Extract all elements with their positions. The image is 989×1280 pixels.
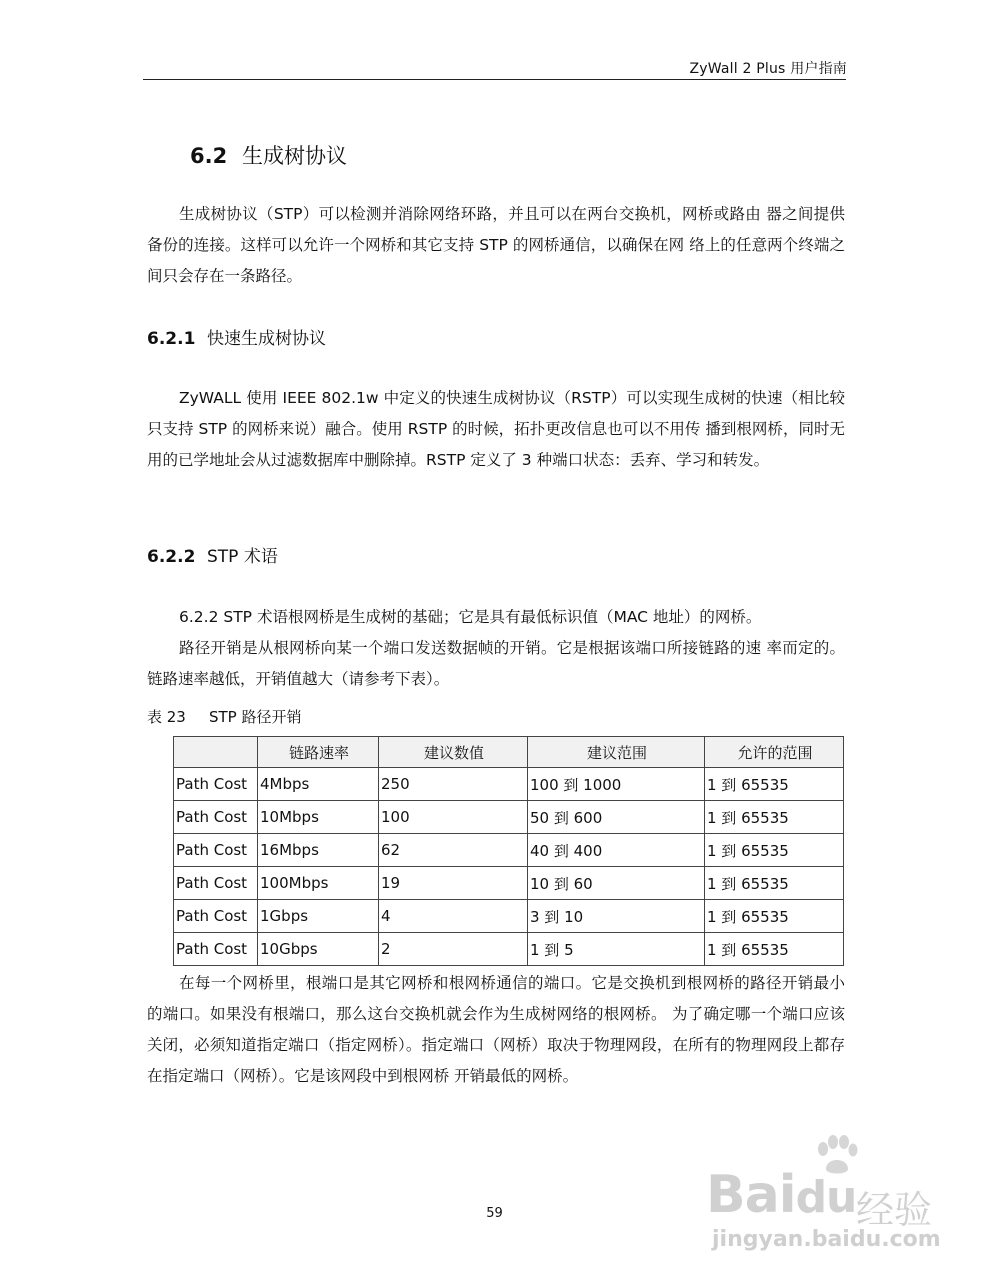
subsection-number: 6.2.2 <box>147 547 196 567</box>
watermark-chinese: 经验 <box>856 1188 933 1232</box>
table-row <box>174 834 844 867</box>
path-cost-paragraph: 路径开销是从根网桥向某一个端口发送数据帧的开销。它是根据该端口所接链路的速 率而定的。链路速率越低，开销值越大（请参考下表）。 <box>147 639 845 688</box>
section-number: 6.2 <box>190 144 228 168</box>
subsection-heading-6-2-1 <box>147 324 326 349</box>
table-cell: 4 <box>379 900 528 933</box>
table-cell: 1 到 65535 <box>705 867 844 900</box>
table-cell: 10 到 60 <box>528 867 705 900</box>
table-cell: 1Gbps <box>258 900 379 933</box>
table-caption-title: STP 路径开销 <box>209 708 302 726</box>
subsection-title: 快速生成树协议 <box>207 329 326 349</box>
subsection-number: 6.2.1 <box>147 329 196 349</box>
table-cell: 1 到 65535 <box>705 933 844 966</box>
table-cell: 16Mbps <box>258 834 379 867</box>
table-row <box>174 933 844 966</box>
table-cell: Path Cost <box>174 933 258 966</box>
table-header-row <box>174 737 844 768</box>
subsection-title: STP 术语 <box>207 547 278 567</box>
table-caption <box>147 706 302 727</box>
page-number: 59 <box>486 1206 503 1221</box>
rstp-paragraph: ZyWALL 使用 IEEE 802.1w 中定义的快速生成树协议（RSTP）可以实现生成树的快速（相比较只支持 STP 的网桥来说）融合。使用 RSTP 的时候，拓扑更改信息也可以不用传 播到根网桥，同时无用的已学地址会从过滤数据库中删除掉。RSTP 定义了 3 种端口状态：丢弃、学习和转发。 <box>147 389 845 469</box>
table-cell: 1 到 5 <box>528 933 705 966</box>
table-cell: 1 到 65535 <box>705 768 844 801</box>
header-cell: 建议范围 <box>528 737 705 768</box>
root-bridge-paragraph: 6.2.2 STP 术语根网桥是生成树的基础；它是具有最低标识值（MAC 地址）的网桥。 <box>179 608 762 626</box>
watermark-url: jingyan.baidu.com <box>712 1227 941 1252</box>
table-cell: 50 到 600 <box>528 801 705 834</box>
table-cell: 100Mbps <box>258 867 379 900</box>
table-cell: 100 <box>379 801 528 834</box>
table-cell: Path Cost <box>174 867 258 900</box>
table-row <box>174 900 844 933</box>
table-cell: 10Gbps <box>258 933 379 966</box>
table-row <box>174 801 844 834</box>
header-divider <box>143 79 846 80</box>
table-cell: 62 <box>379 834 528 867</box>
running-header: ZyWall 2 Plus 用户指南 <box>689 61 847 77</box>
section-heading <box>190 140 347 170</box>
header-cell: 链路速率 <box>258 737 379 768</box>
table-cell: Path Cost <box>174 834 258 867</box>
table-cell: 2 <box>379 933 528 966</box>
table-cell: 100 到 1000 <box>528 768 705 801</box>
table-cell: 10Mbps <box>258 801 379 834</box>
stp-path-cost-table <box>173 736 844 966</box>
table-cell: 1 到 65535 <box>705 900 844 933</box>
table-cell: 40 到 400 <box>528 834 705 867</box>
table-cell: 250 <box>379 768 528 801</box>
header-cell: 建议数值 <box>379 737 528 768</box>
subsection-heading-6-2-2 <box>147 542 278 567</box>
table-cell: 1 到 65535 <box>705 834 844 867</box>
header-cell: 允许的范围 <box>705 737 844 768</box>
table-cell: Path Cost <box>174 900 258 933</box>
table-cell: Path Cost <box>174 801 258 834</box>
table-cell: 3 到 10 <box>528 900 705 933</box>
table-cell: Path Cost <box>174 768 258 801</box>
table-row <box>174 768 844 801</box>
intro-paragraph: 生成树协议（STP）可以检测并消除网络环路，并且可以在两台交换机，网桥或路由 器之间提供备份的连接。这样可以允许一个网桥和其它支持 STP 的网桥通信，以确保在网 络上的任意两个终端之间只会存在一条路径。 <box>147 205 845 285</box>
watermark-brand: Baidu <box>706 1165 857 1225</box>
table-cell: 19 <box>379 867 528 900</box>
table-cell: 4Mbps <box>258 768 379 801</box>
table-cell: 1 到 65535 <box>705 801 844 834</box>
baidu-jingyan-watermark <box>706 1135 946 1255</box>
table-caption-label: 表 23 <box>147 708 186 726</box>
section-title: 生成树协议 <box>242 144 347 168</box>
header-cell <box>174 737 258 768</box>
table-row <box>174 867 844 900</box>
root-port-paragraph: 在每一个网桥里，根端口是其它网桥和根网桥通信的端口。它是交换机到根网桥的路径开销最小的端口。如果没有根端口，那么这台交换机就会作为生成树网络的根网桥。 为了确定哪一个端口应该关闭，必须知道指定端口（指定网桥）。指定端口（网桥）取决于物理网段，在所有的物理网段上都存在指定端口（网桥）。它是该网段中到根网桥 开销最低的网桥。 <box>147 974 845 1085</box>
